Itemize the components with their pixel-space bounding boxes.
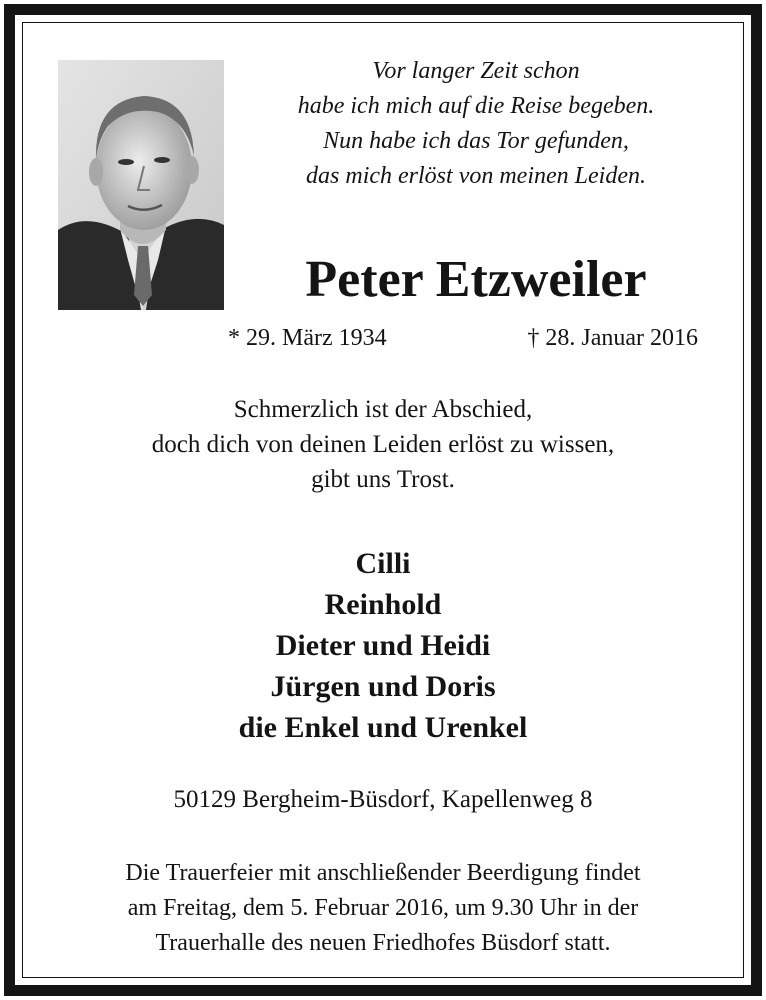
verse-line: gibt uns Trost. <box>311 466 455 493</box>
funeral-line: am Freitag, dem 5. Februar 2016, um 9.30 Uhr in der <box>127 895 639 921</box>
poem-line: habe ich mich auf die Reise begeben. <box>297 93 655 119</box>
family-address: 50129 Bergheim-Büsdorf, Kapellenweg 8 <box>173 786 593 813</box>
mourner-name: Jürgen und Doris <box>270 670 496 703</box>
verse-line: doch dich von deinen Leiden erlöst zu wissen, <box>151 431 615 458</box>
poem-line: das mich erlöst von meinen Leiden. <box>306 163 646 189</box>
poem <box>232 54 720 194</box>
mourner-name: Dieter und Heidi <box>275 629 491 662</box>
mourner-name: Reinhold <box>324 588 442 621</box>
deceased-name: Peter Etzweiler <box>305 251 647 308</box>
condolence-verse <box>30 392 736 497</box>
portrait-photo <box>58 60 224 310</box>
poem-line: Nun habe ich das Tor gefunden, <box>323 128 629 154</box>
mourners-list <box>30 543 736 748</box>
verse-line: Schmerzlich ist der Abschied, <box>233 396 533 423</box>
funeral-notice <box>30 856 736 961</box>
mourner-name: Cilli <box>355 547 411 580</box>
poem-line: Vor langer Zeit schon <box>372 58 580 84</box>
birth-date: * 29. März 1934 <box>228 325 387 351</box>
mourner-name: die Enkel und Urenkel <box>238 711 528 744</box>
death-date: † 28. Januar 2016 <box>527 325 698 351</box>
funeral-line: Die Trauerfeier mit anschließender Beerdigung findet <box>125 860 641 886</box>
funeral-line: Trauerhalle des neuen Friedhofes Büsdorf statt. <box>155 930 611 956</box>
